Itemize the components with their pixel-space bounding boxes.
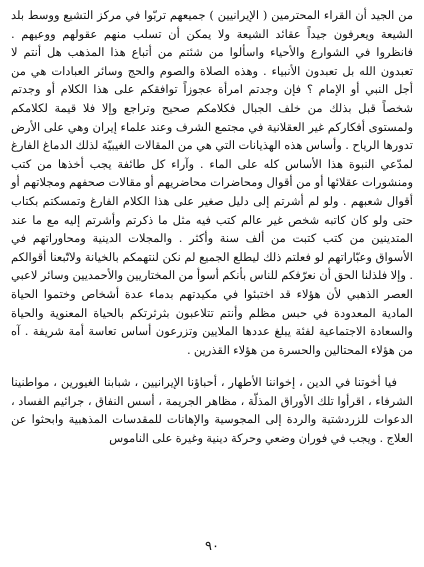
page-number: ٩٠ — [205, 539, 219, 554]
body-paragraph-2: فيا أخوتنا في الدين ، إخواننا الأطهار ، أحباؤنا الإيرانيين ، شبابنا الغيورين ، مواطنينا الشرفاء ، اقرأوا تلك الأوراق المذلّة ، مظاهر الجريمة ، أسس النفاق ، جرائيم الفساد ، الدعوات للزردشتية والردة إلى المجوسية والإهانات للمقدسات المذهبية وابحثوا عن العلاج . ويجب في فوران وضعي وحركة دينية وغيرة على الناموس — [11, 375, 413, 446]
book-page — [11, 6, 413, 567]
body-paragraph-1: من الجيد أن القراء المحترمين ( الإيرانيين ) جميعهم تربّوا في مركز التشيع ووسط بلد الشيعة ويعرفون جيداً عقائد الشيعة ولا يمكن أن تسلب منهم عقولهم ووعيهم . فانظروا في الشوارع والأحياء واسألوا من شئتم من أتباع هذا المذهب هل أنتم لا تعبدون الله بل تعبدون الأنبياء . وهذه الصلاة والصوم والحج وسائر العبادات هي من أجل النبي أو الإمام ؟ فإن وجدتم امرأة عجوزاً توافقكم على هذا الكلام أو وجدتم شخصاً قبل بذلك من خلف الجبال فكلامكم صحيح وتراجع وإلا فلا قيمة لكلامكم ولمستوى أفكاركم غير العقلانية في مجتمع الشرف وعند علماء إيران وهي على الأرض تدورها الرياح . وأساس هذه الهذيانات التي هي من المقالات الغيبيّة لذلك الدماغ الفارغ لمدّعي النبوة هذا الأساس كله على الماء . وآراء كل طائفة يجب أخذها من كتب ومنشورات عقلائها أو من أقوال ومحاضرات محاضريهم أو مقالات صحفهم ومجلاتهم أو أقوال شعبهم . ولو لم أشرتم إلى دليل صغير على هذا الكلام الفارغ وتمسكتم بكتاب حتى ولو كان كاتبه شخص غير عالم كتب فيه مثل ما ذكرتم وأشرتم إليه مع ما عند المتدينين من كتب كتبت من ألف سنة وأكثر . والمجلات الدينية ومحاوراتهم في الأسواق وعبّاراتهم لو فعلتم ذلك ليطلع الجميع لم نكن لنتهمكم بالخيانة ولاتّبعنا أقوالكم . وإلا فلذلنا الحق أن نعرّفكم للناس بأنكم أسوأ من المختاريين والأحمديين وسائر لاعبي العصر الذهبي لأن هؤلاء قد اختبئوا في مكيدتهم بدماء عدة أشخاص وختموا الحياة المادية المعدودة في حبس مظلم وأنتم تتلاعبون بثرثرتكم بالحياة المعنوية والحياة والسعادة الاجتماعية لفئة يبلغ عددها الملايين وتزرعون أساس تعاسة أمة شريفة . آه من هؤلاء المحتالين والحسرة من هؤلاء القذرين . — [11, 8, 413, 357]
